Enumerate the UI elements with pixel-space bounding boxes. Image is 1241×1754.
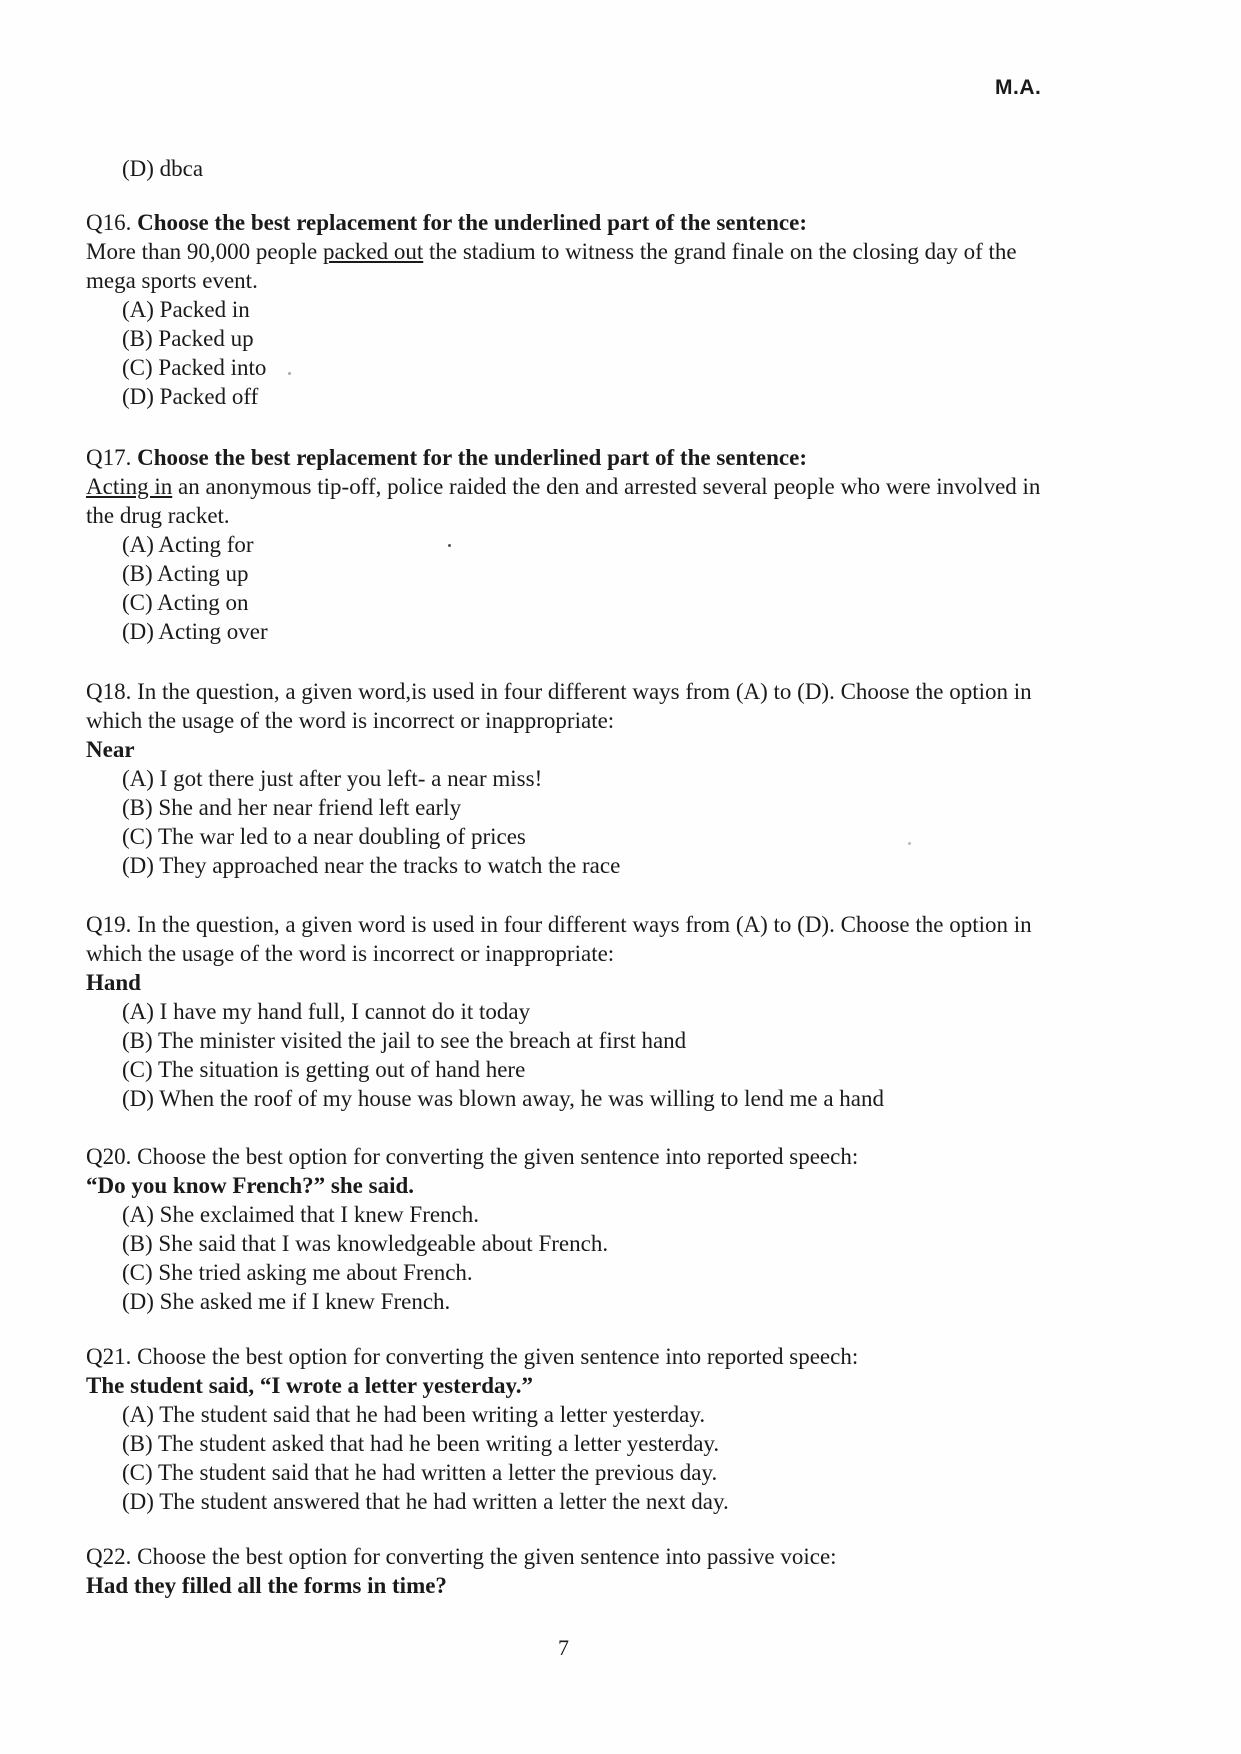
option-b: (B) Packed up: [122, 326, 254, 351]
answer-options: [86, 764, 1046, 880]
option-d: (D) She asked me if I knew French.: [122, 1289, 451, 1314]
question-20: [86, 1142, 1046, 1316]
option-a: (A) I have my hand full, I cannot do it today: [122, 999, 531, 1024]
question-number: Q20.: [86, 1144, 132, 1169]
option-c: (C) The war led to a near doubling of prices: [122, 824, 526, 849]
question-22: [86, 1542, 1046, 1600]
option-b: (B) The student asked that had he been writing a letter yesterday.: [122, 1431, 720, 1456]
option-b: (B) Acting up: [122, 561, 249, 586]
option-a: (A) I got there just after you left- a near miss!: [122, 766, 543, 791]
question-stem: [86, 1142, 1046, 1171]
option-a: (A) Packed in: [122, 297, 250, 322]
question-17: [86, 443, 1046, 646]
question-keyword: Hand: [86, 970, 141, 995]
answer-options: [86, 997, 1046, 1113]
question-stem: [86, 1342, 1046, 1371]
option-d: (D) They approached near the tracks to watch the race: [122, 853, 621, 878]
scan-speck: [448, 544, 451, 547]
option-a: (A) She exclaimed that I knew French.: [122, 1202, 480, 1227]
option-c: (C) The student said that he had written a letter the previous day.: [122, 1460, 718, 1485]
question-keyword: Had they filled all the forms in time?: [86, 1573, 447, 1598]
sentence-after: an anonymous tip-off, police raided the den and arrested several people who were involved in the drug racket.: [86, 474, 1041, 528]
option-a: (A) The student said that he had been writing a letter yesterday.: [122, 1402, 706, 1427]
option-d: (D) Acting over: [122, 619, 268, 644]
option-c: (C) Acting on: [122, 590, 249, 615]
question-sentence: [86, 472, 1046, 530]
question-stem: [86, 1542, 1046, 1571]
question-instruction: Choose the best replacement for the underlined part of the sentence:: [137, 210, 808, 235]
scan-speck: [908, 842, 911, 845]
option-b: (B) She said that I was knowledgeable about French.: [122, 1231, 609, 1256]
underlined-phrase: Acting in: [86, 474, 173, 499]
question-18: [86, 677, 1046, 880]
question-16: [86, 208, 1046, 411]
question-stem: [86, 677, 1046, 735]
question-number: Q18.: [86, 679, 132, 704]
option-d: (D) Packed off: [122, 384, 259, 409]
option-b: (B) She and her near friend left early: [122, 795, 462, 820]
question-19: [86, 910, 1046, 1113]
scan-speck: [288, 372, 291, 375]
question-instruction: Choose the best option for converting the given sentence into reported speech:: [137, 1144, 859, 1169]
sentence-after: the stadium to witness the grand finale on the closing day of the mega sports event.: [86, 239, 1017, 293]
option-c: (C) Packed into: [122, 355, 267, 380]
question-instruction: Choose the best replacement for the underlined part of the sentence:: [137, 445, 808, 470]
underlined-phrase: packed out: [322, 239, 424, 264]
answer-options: [86, 1200, 1046, 1316]
question-number: Q19.: [86, 912, 132, 937]
question-keyword: The student said, “I wrote a letter yesterday.”: [86, 1373, 533, 1398]
option-d: (D) When the roof of my house was blown away, he was willing to lend me a hand: [122, 1086, 885, 1111]
question-instruction: In the question, a given word,is used in four different ways from (A) to (D). Choose the option in which the usage of the word is incorrect or inappropriate:: [86, 679, 1032, 733]
question-number: Q17.: [86, 445, 132, 470]
question-keyword: Near: [86, 737, 135, 762]
option-c: (C) She tried asking me about French.: [122, 1260, 473, 1285]
option-c: (C) The situation is getting out of hand here: [122, 1057, 526, 1082]
question-instruction: In the question, a given word is used in four different ways from (A) to (D). Choose the option in which the usage of the word is incorrect or inappropriate:: [86, 912, 1032, 966]
answer-options: [86, 1400, 1046, 1516]
question-keyword: “Do you know French?” she said.: [86, 1173, 415, 1198]
question-sentence: [86, 237, 1046, 295]
option-a: (A) Acting for: [122, 532, 254, 557]
question-number: Q21.: [86, 1344, 132, 1369]
page-number: 7: [558, 1635, 569, 1660]
header-code: M.A.: [995, 76, 1042, 99]
answer-options: [86, 295, 1046, 411]
question-instruction: Choose the best option for converting the given sentence into reported speech:: [137, 1344, 859, 1369]
question-number: Q16.: [86, 210, 132, 235]
carryover-option: (D) dbca: [122, 156, 204, 181]
answer-options: [86, 530, 1046, 646]
option-d: (D) The student answered that he had written a letter the next day.: [122, 1489, 729, 1514]
question-21: [86, 1342, 1046, 1516]
question-stem: [86, 443, 1046, 472]
question-number: Q22.: [86, 1544, 132, 1569]
question-stem: [86, 208, 1046, 237]
sentence-before: More than 90,000 people: [86, 239, 323, 264]
question-stem: [86, 910, 1046, 968]
option-b: (B) The minister visited the jail to see the breach at first hand: [122, 1028, 687, 1053]
question-instruction: Choose the best option for converting the given sentence into passive voice:: [137, 1544, 837, 1569]
